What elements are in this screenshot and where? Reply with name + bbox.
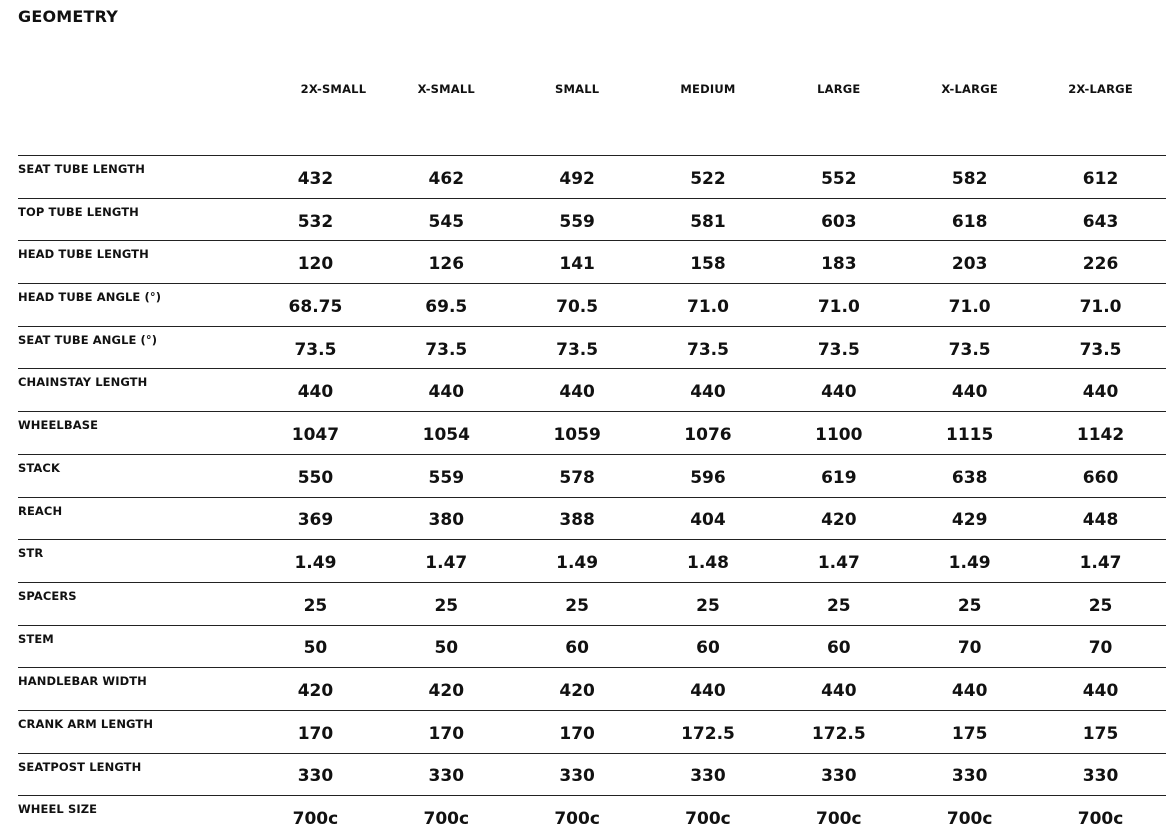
table-cell: 172.5 (773, 710, 904, 753)
table-cell: 550 (250, 454, 381, 497)
table-cell: 420 (381, 668, 512, 711)
size-header: X-SMALL (381, 59, 512, 156)
table-cell: 700c (773, 796, 904, 838)
table-row (18, 156, 1166, 199)
table-cell: 429 (904, 497, 1035, 540)
table-cell: 25 (643, 582, 774, 625)
table-row (18, 412, 1166, 455)
table-cell: 1054 (381, 412, 512, 455)
table-cell: 700c (250, 796, 381, 838)
table-cell: 638 (904, 454, 1035, 497)
table-cell: 172.5 (643, 710, 774, 753)
table-cell: 462 (381, 156, 512, 199)
table-row (18, 326, 1166, 369)
table-cell: 618 (904, 198, 1035, 241)
table-cell: 369 (250, 497, 381, 540)
table-cell: 700c (1035, 796, 1166, 838)
size-header: SMALL (512, 59, 643, 156)
table-cell: 1115 (904, 412, 1035, 455)
table-cell: 700c (643, 796, 774, 838)
table-cell: 226 (1035, 241, 1166, 284)
table-cell: 440 (512, 369, 643, 412)
table-row (18, 540, 1166, 583)
table-cell: 183 (773, 241, 904, 284)
table-cell: 141 (512, 241, 643, 284)
table-cell: 73.5 (643, 326, 774, 369)
table-cell: 380 (381, 497, 512, 540)
row-label: SEAT TUBE ANGLE (°) (18, 326, 250, 369)
table-cell: 1.49 (250, 540, 381, 583)
table-cell: 388 (512, 497, 643, 540)
table-cell: 440 (643, 668, 774, 711)
table-cell: 158 (643, 241, 774, 284)
table-cell: 70.5 (512, 284, 643, 327)
table-cell: 522 (643, 156, 774, 199)
geometry-table (18, 59, 1166, 838)
table-cell: 25 (512, 582, 643, 625)
table-cell: 582 (904, 156, 1035, 199)
table-cell: 440 (381, 369, 512, 412)
geometry-table-body (18, 156, 1166, 838)
table-cell: 1047 (250, 412, 381, 455)
table-row (18, 454, 1166, 497)
table-cell: 1142 (1035, 412, 1166, 455)
table-cell: 175 (1035, 710, 1166, 753)
table-cell: 170 (381, 710, 512, 753)
table-cell: 581 (643, 198, 774, 241)
table-cell: 71.0 (643, 284, 774, 327)
table-cell: 448 (1035, 497, 1166, 540)
table-cell: 492 (512, 156, 643, 199)
table-cell: 330 (1035, 753, 1166, 796)
table-cell: 70 (1035, 625, 1166, 668)
table-cell: 330 (643, 753, 774, 796)
row-label: CRANK ARM LENGTH (18, 710, 250, 753)
table-cell: 73.5 (512, 326, 643, 369)
table-cell: 440 (773, 369, 904, 412)
row-label: STEM (18, 625, 250, 668)
table-cell: 25 (381, 582, 512, 625)
table-cell: 330 (381, 753, 512, 796)
table-cell: 71.0 (904, 284, 1035, 327)
table-row (18, 668, 1166, 711)
table-cell: 440 (1035, 369, 1166, 412)
table-cell: 404 (643, 497, 774, 540)
table-cell: 175 (904, 710, 1035, 753)
table-cell: 330 (250, 753, 381, 796)
table-cell: 1.49 (512, 540, 643, 583)
table-cell: 440 (773, 668, 904, 711)
table-cell: 532 (250, 198, 381, 241)
table-cell: 73.5 (381, 326, 512, 369)
row-label: STR (18, 540, 250, 583)
table-cell: 432 (250, 156, 381, 199)
table-cell: 1.47 (1035, 540, 1166, 583)
row-label: WHEELBASE (18, 412, 250, 455)
row-label: STACK (18, 454, 250, 497)
table-cell: 700c (512, 796, 643, 838)
table-cell: 69.5 (381, 284, 512, 327)
table-cell: 126 (381, 241, 512, 284)
size-header-row (18, 59, 1166, 156)
table-cell: 603 (773, 198, 904, 241)
table-cell: 578 (512, 454, 643, 497)
row-label: CHAINSTAY LENGTH (18, 369, 250, 412)
table-cell: 71.0 (1035, 284, 1166, 327)
table-cell: 420 (773, 497, 904, 540)
table-cell: 1.49 (904, 540, 1035, 583)
table-cell: 70 (904, 625, 1035, 668)
row-label: HANDLEBAR WIDTH (18, 668, 250, 711)
table-cell: 440 (1035, 668, 1166, 711)
table-row (18, 710, 1166, 753)
table-cell: 1.48 (643, 540, 774, 583)
table-cell: 440 (643, 369, 774, 412)
table-cell: 60 (643, 625, 774, 668)
table-cell: 71.0 (773, 284, 904, 327)
row-label: SEATPOST LENGTH (18, 753, 250, 796)
table-cell: 596 (643, 454, 774, 497)
table-cell: 170 (512, 710, 643, 753)
table-cell: 559 (512, 198, 643, 241)
table-cell: 330 (773, 753, 904, 796)
table-cell: 50 (250, 625, 381, 668)
size-header: MEDIUM (643, 59, 774, 156)
row-label: WHEEL SIZE (18, 796, 250, 838)
table-row (18, 198, 1166, 241)
table-cell: 203 (904, 241, 1035, 284)
table-cell: 660 (1035, 454, 1166, 497)
table-row (18, 625, 1166, 668)
table-cell: 1.47 (773, 540, 904, 583)
table-row (18, 284, 1166, 327)
table-row (18, 241, 1166, 284)
table-row (18, 582, 1166, 625)
table-cell: 60 (512, 625, 643, 668)
table-cell: 120 (250, 241, 381, 284)
size-header: 2X-SMALL (250, 59, 381, 156)
table-cell: 1059 (512, 412, 643, 455)
page-title: GEOMETRY (18, 7, 118, 26)
table-row (18, 796, 1166, 838)
table-cell: 73.5 (773, 326, 904, 369)
row-label: HEAD TUBE ANGLE (°) (18, 284, 250, 327)
size-header: 2X-LARGE (1035, 59, 1166, 156)
table-row (18, 369, 1166, 412)
table-cell: 25 (250, 582, 381, 625)
row-label: SPACERS (18, 582, 250, 625)
table-cell: 73.5 (1035, 326, 1166, 369)
size-header: LARGE (773, 59, 904, 156)
table-cell: 643 (1035, 198, 1166, 241)
table-cell: 559 (381, 454, 512, 497)
row-label: SEAT TUBE LENGTH (18, 156, 250, 199)
table-cell: 50 (381, 625, 512, 668)
table-cell: 1100 (773, 412, 904, 455)
table-cell: 440 (904, 369, 1035, 412)
table-cell: 420 (512, 668, 643, 711)
table-cell: 1076 (643, 412, 774, 455)
table-cell: 25 (904, 582, 1035, 625)
table-cell: 73.5 (904, 326, 1035, 369)
table-cell: 1.47 (381, 540, 512, 583)
table-cell: 619 (773, 454, 904, 497)
table-cell: 60 (773, 625, 904, 668)
table-cell: 68.75 (250, 284, 381, 327)
table-cell: 440 (250, 369, 381, 412)
table-cell: 170 (250, 710, 381, 753)
table-cell: 25 (1035, 582, 1166, 625)
label-column-header (18, 59, 250, 156)
table-cell: 700c (381, 796, 512, 838)
table-cell: 25 (773, 582, 904, 625)
table-cell: 552 (773, 156, 904, 199)
table-cell: 73.5 (250, 326, 381, 369)
table-cell: 420 (250, 668, 381, 711)
table-cell: 330 (512, 753, 643, 796)
table-cell: 700c (904, 796, 1035, 838)
table-cell: 612 (1035, 156, 1166, 199)
size-header: X-LARGE (904, 59, 1035, 156)
table-row (18, 497, 1166, 540)
row-label: REACH (18, 497, 250, 540)
table-cell: 545 (381, 198, 512, 241)
row-label: TOP TUBE LENGTH (18, 198, 250, 241)
table-cell: 330 (904, 753, 1035, 796)
row-label: HEAD TUBE LENGTH (18, 241, 250, 284)
table-cell: 440 (904, 668, 1035, 711)
